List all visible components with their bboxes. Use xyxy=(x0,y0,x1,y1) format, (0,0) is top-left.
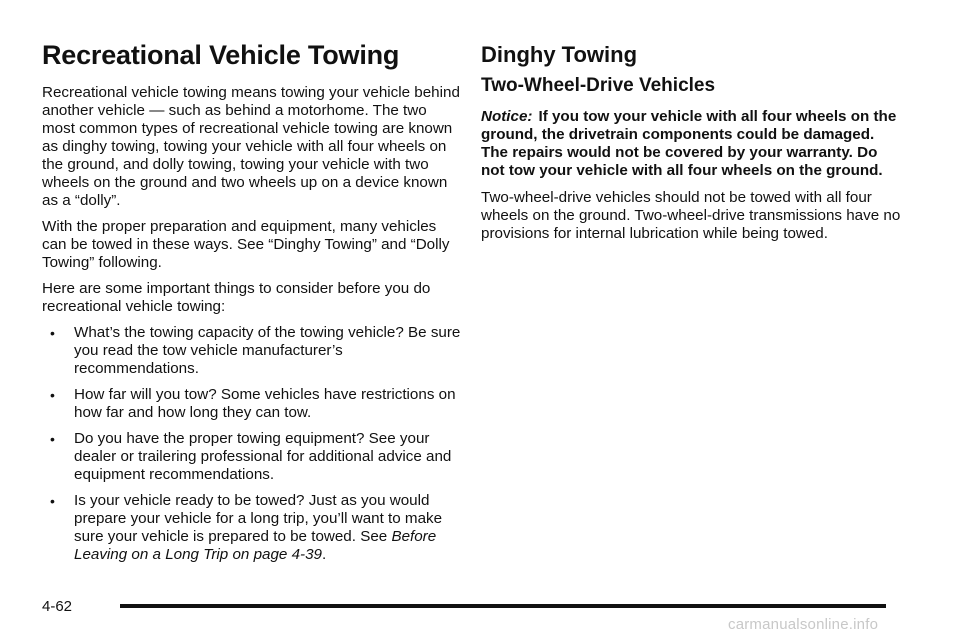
notice-text: If you tow your vehicle with all four wheels on the ground, the drivetrain components could be damaged. The repairs would not be covered by your warranty. Do not tow your vehicle with all four wheels on the ground. xyxy=(481,108,897,179)
list-item-end: . xyxy=(321,546,327,563)
footer-divider xyxy=(120,604,886,608)
bullet-icon: • xyxy=(50,493,55,509)
two-wheel-drive-paragraph: Two-wheel-drive vehicles should not be towed with all four wheels on the ground. Two-wheel-drive transmissions have no provisions for internal lubrication while being towed. xyxy=(481,189,901,242)
page-number: 4-62 xyxy=(42,598,73,615)
bullet-icon: • xyxy=(50,387,55,403)
preparation-paragraph: With the proper preparation and equipment, many vehicles can be towed in these ways. See “Dinghy Towing” and “Dolly Towing” following. xyxy=(42,218,450,271)
considerations-paragraph: Here are some important things to consider before you do recreational vehicle towing: xyxy=(42,280,431,315)
bullet-icon: • xyxy=(50,325,55,341)
intro-paragraph: Recreational vehicle towing means towing your vehicle behind another vehicle — such as behind a motorhome. The two most common types of recreational vehicle towing are known as dinghy towing, towing your vehicle with all four wheels on the ground, and dolly towing, towing your vehicle with two wheels on the ground and two wheels up on a device known as a “dolly”. xyxy=(42,84,460,209)
list-item xyxy=(42,386,462,422)
subsection-title-two-wheel-drive: Two-Wheel-Drive Vehicles xyxy=(481,75,716,96)
bullet-icon: • xyxy=(50,431,55,447)
section-title-dinghy-towing: Dinghy Towing xyxy=(481,42,638,67)
notice-block xyxy=(481,108,901,180)
considerations-list xyxy=(42,324,462,564)
right-column xyxy=(481,38,901,251)
cross-reference-link[interactable]: Before Leaving on a Long Trip on page 4-39 xyxy=(74,528,437,563)
list-item xyxy=(42,430,462,484)
list-item xyxy=(42,324,462,378)
list-item-text: Do you have the proper towing equipment? See your dealer or trailering professional for additional advice and equipment recommendations. xyxy=(74,430,452,483)
notice-label: Notice: xyxy=(481,108,533,125)
site-watermark: carmanualsonline.info xyxy=(728,616,879,633)
list-item-text: Is your vehicle ready to be towed? Just as you would prepare your vehicle for a long trip, you’ll want to make sure your vehicle is prepared to be towed. See xyxy=(74,492,443,545)
list-item xyxy=(42,492,462,564)
left-column xyxy=(42,38,462,572)
list-item-text: How far will you tow? Some vehicles have restrictions on how far and how long they can tow. xyxy=(74,386,456,421)
list-item-text: What’s the towing capacity of the towing vehicle? Be sure you read the tow vehicle manufacturer’s recommendations. xyxy=(74,324,461,377)
section-title-recreational-towing: Recreational Vehicle Towing xyxy=(42,40,400,70)
